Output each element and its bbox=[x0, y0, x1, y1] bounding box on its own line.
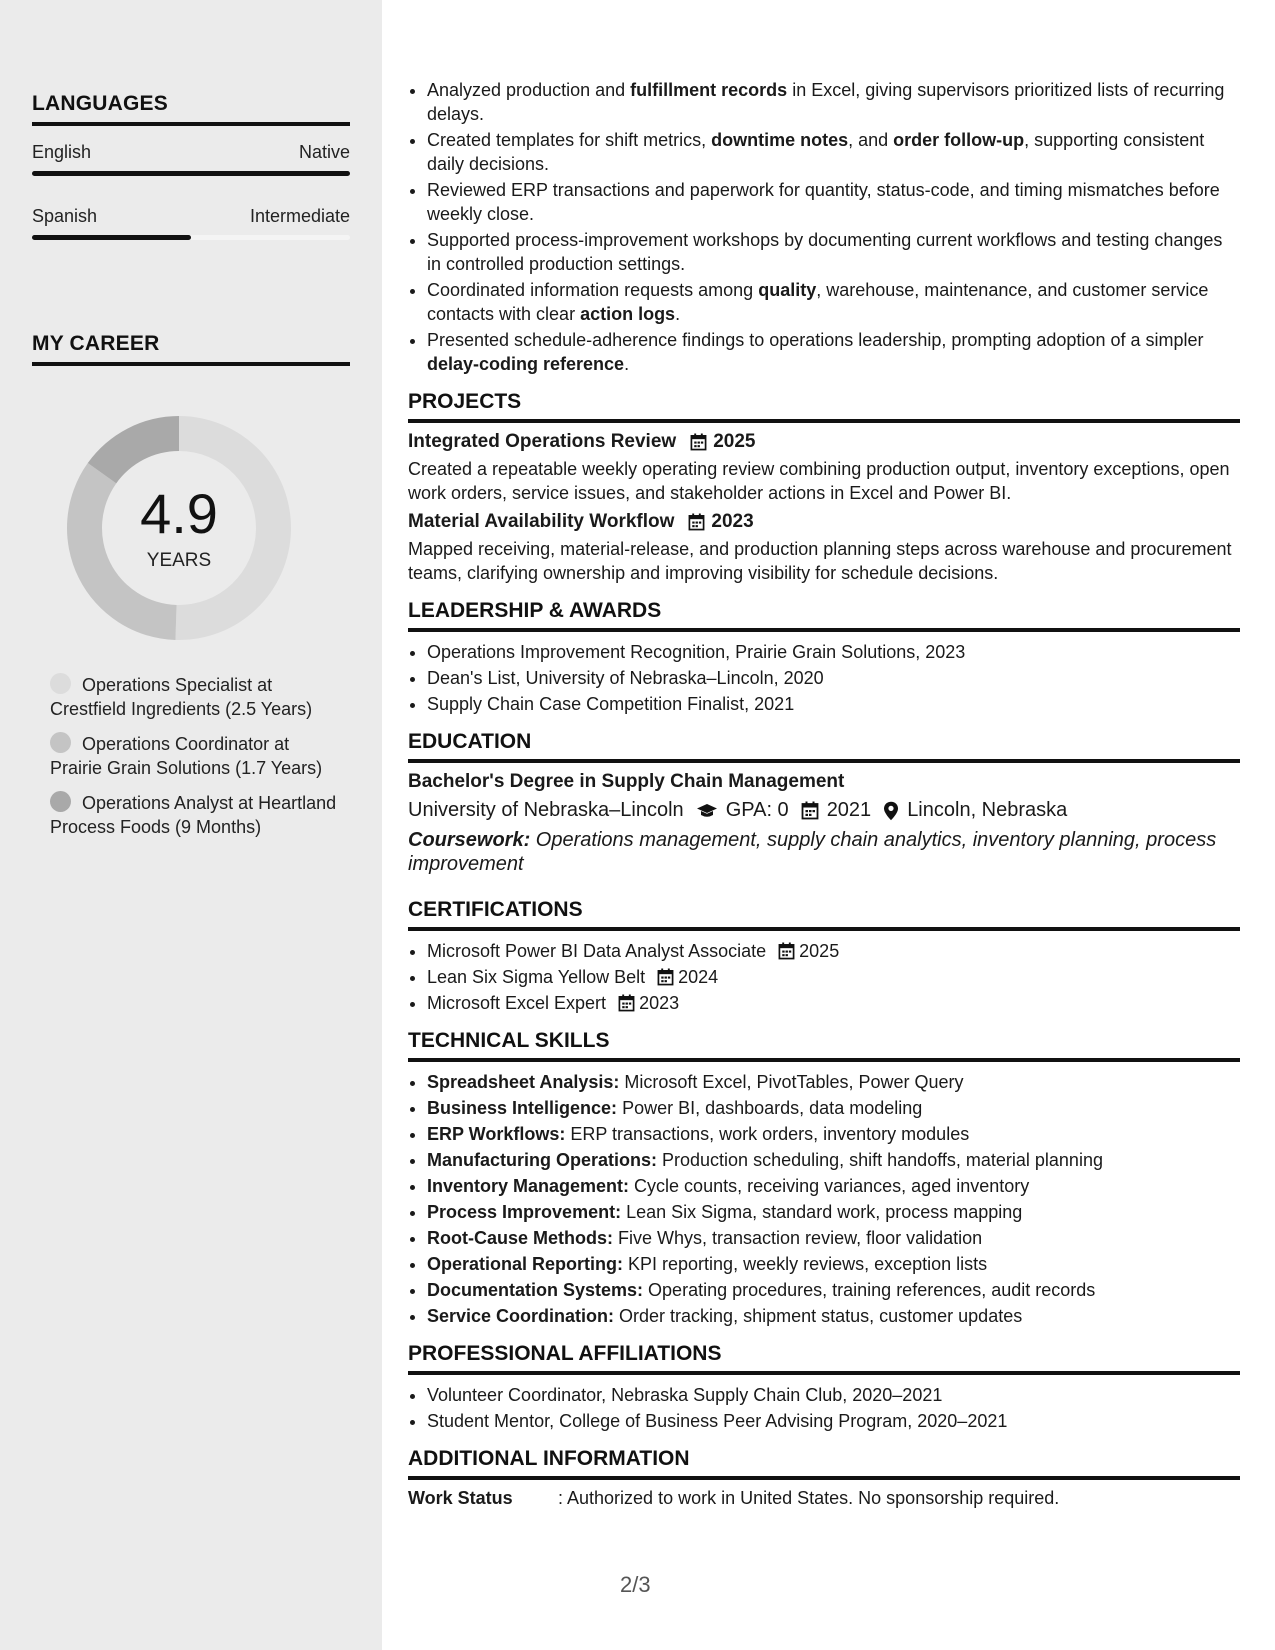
bullet-text: Coordinated information requests among bbox=[427, 280, 759, 300]
bullet-text: Created templates for shift metrics, bbox=[427, 130, 712, 150]
bullet-text: . bbox=[675, 304, 681, 324]
project-description: Mapped receiving, material-release, and production planning steps across warehouse and procurement teams, clarifying ownership and improving visibility for schedule decisions. bbox=[408, 539, 1232, 583]
languages-list bbox=[32, 142, 350, 240]
skill-details: ERP transactions, work orders, inventory modules bbox=[565, 1124, 970, 1144]
skills-list bbox=[408, 1070, 1240, 1328]
career-donut-chart bbox=[64, 413, 294, 643]
education-degree: Bachelor's Degree in Supply Chain Management bbox=[408, 771, 845, 792]
experience-bullet bbox=[427, 228, 1240, 276]
skill-details: Five Whys, transaction review, floor validation bbox=[613, 1228, 983, 1248]
career-legend-item bbox=[50, 791, 340, 839]
language-level: Intermediate bbox=[249, 206, 350, 226]
skill-category: ERP Workflows: bbox=[427, 1124, 566, 1144]
project-title: Integrated Operations Review bbox=[408, 431, 677, 452]
certification-year: 2023 bbox=[639, 993, 680, 1013]
calendar-icon bbox=[690, 433, 707, 451]
skill-details: Production scheduling, shift handoffs, material planning bbox=[657, 1150, 1103, 1170]
affiliation-item: • Volunteer Coordinator, Nebraska Supply Chain Club, 2020–2021 bbox=[427, 1383, 1240, 1407]
skill-details: KPI reporting, weekly reviews, exception lists bbox=[623, 1254, 988, 1274]
language-level: Native bbox=[298, 142, 350, 162]
experience-bullets bbox=[408, 78, 1240, 376]
project-year: 2023 bbox=[711, 511, 754, 532]
additional-key: Work Status bbox=[408, 1488, 513, 1508]
main-content bbox=[408, 78, 1240, 1509]
project-title-row bbox=[408, 511, 1240, 533]
career-heading: MY CAREER bbox=[32, 332, 350, 366]
bullet-keyword: order follow-up bbox=[893, 130, 1025, 150]
experience-bullet bbox=[427, 328, 1240, 376]
leadership-heading: LEADERSHIP & AWARDS bbox=[408, 599, 1240, 632]
language-proficiency-fill bbox=[32, 235, 191, 240]
project-description: Created a repeatable weekly operating review combining production output, inventory exceptions, open work orders, service issues, and stakeholder actions in Excel and Power BI. bbox=[408, 459, 1230, 503]
skill-item bbox=[427, 1070, 1240, 1094]
career-legend bbox=[50, 673, 340, 850]
additional-row bbox=[408, 1488, 1240, 1509]
skills-heading: TECHNICAL SKILLS bbox=[408, 1029, 1240, 1062]
skill-category: Service Coordination: bbox=[427, 1306, 615, 1326]
skill-item bbox=[427, 1252, 1240, 1276]
certification-name: • Microsoft Excel Expert bbox=[427, 993, 607, 1013]
career-legend-item bbox=[50, 673, 340, 721]
affiliations-list bbox=[408, 1383, 1240, 1433]
additional-value: : Authorized to work in United States. No sponsorship required. bbox=[558, 1488, 1060, 1508]
career-total-years: 4.9 bbox=[140, 482, 218, 545]
leadership-list bbox=[408, 640, 1240, 716]
language-line bbox=[32, 206, 350, 227]
skill-category: Manufacturing Operations: bbox=[427, 1150, 658, 1170]
bullet-text: Presented schedule-adherence findings to operations leadership, prompting adoption of a simpler bbox=[427, 330, 1204, 350]
career-legend-label: Operations Coordinator at Prairie Grain Solutions (1.7 Years) bbox=[50, 734, 323, 778]
projects-list bbox=[408, 431, 1240, 585]
career-legend-label: Operations Analyst at Heartland Process Foods (9 Months) bbox=[50, 793, 337, 837]
bullet-text: , warehouse, maintenance, and customer service contacts with clear bbox=[427, 280, 1209, 324]
skill-details: Order tracking, shipment status, customer updates bbox=[614, 1306, 1023, 1326]
bullet-keyword: quality bbox=[758, 280, 817, 300]
certification-item bbox=[427, 991, 1240, 1015]
coursework-label: Coursework: bbox=[408, 829, 531, 851]
skill-item bbox=[427, 1304, 1240, 1328]
career-legend-item bbox=[50, 732, 340, 780]
certification-row bbox=[427, 991, 679, 1015]
affiliation-item: • Student Mentor, College of Business Peer Advising Program, 2020–2021 bbox=[427, 1409, 1240, 1433]
sidebar bbox=[0, 0, 382, 1650]
bullet-text: Reviewed ERP transactions and paperwork for quantity, status-code, and timing mismatches before weekly close. bbox=[427, 180, 1220, 224]
award-item: • Operations Improvement Recognition, Prairie Grain Solutions, 2023 bbox=[427, 640, 1240, 664]
skill-category: Process Improvement: bbox=[427, 1202, 622, 1222]
language-proficiency-fill bbox=[32, 171, 350, 176]
legend-dot-icon bbox=[50, 673, 71, 694]
language-row bbox=[32, 206, 350, 240]
bullet-text: Analyzed production and bbox=[427, 80, 631, 100]
calendar-icon bbox=[801, 801, 819, 820]
skill-category: Inventory Management: bbox=[427, 1176, 630, 1196]
experience-bullet bbox=[427, 178, 1240, 226]
skill-item bbox=[427, 1200, 1240, 1224]
language-line bbox=[32, 142, 350, 163]
bullet-text: in Excel, giving supervisors prioritized lists of recurring delays. bbox=[427, 80, 1225, 124]
bullet-text: . bbox=[624, 354, 630, 374]
certification-item bbox=[427, 939, 1240, 963]
calendar-icon bbox=[778, 942, 795, 960]
skill-item bbox=[427, 1096, 1240, 1120]
career-section bbox=[32, 332, 350, 366]
language-proficiency-bar bbox=[32, 171, 350, 176]
donut-center bbox=[64, 413, 294, 643]
legend-dot-icon bbox=[50, 791, 71, 812]
education-gpa: GPA: 0 bbox=[725, 799, 789, 821]
experience-bullet bbox=[427, 278, 1240, 326]
affiliations-heading: PROFESSIONAL AFFILIATIONS bbox=[408, 1342, 1240, 1375]
project-year: 2025 bbox=[713, 431, 756, 452]
skill-details: Cycle counts, receiving variances, aged inventory bbox=[629, 1176, 1030, 1196]
career-years-label: YEARS bbox=[146, 550, 212, 571]
experience-bullet bbox=[427, 128, 1240, 176]
calendar-icon bbox=[618, 994, 635, 1012]
project-title-row bbox=[408, 431, 1240, 453]
language-name: English bbox=[32, 142, 92, 162]
skill-item bbox=[427, 1226, 1240, 1250]
education-heading: EDUCATION bbox=[408, 730, 1240, 763]
language-proficiency-bar bbox=[32, 235, 350, 240]
skill-category: Documentation Systems: bbox=[427, 1280, 644, 1300]
languages-section bbox=[32, 92, 350, 240]
experience-bullet bbox=[427, 78, 1240, 126]
certification-row bbox=[427, 939, 839, 963]
award-item: • Dean's List, University of Nebraska–Lincoln, 2020 bbox=[427, 666, 1240, 690]
certification-row bbox=[427, 965, 718, 989]
project-title: Material Availability Workflow bbox=[408, 511, 675, 532]
page-number: 2/3 bbox=[620, 1572, 651, 1597]
additional-list bbox=[408, 1488, 1240, 1509]
certifications-list bbox=[408, 939, 1240, 1015]
skill-item bbox=[427, 1122, 1240, 1146]
skill-details: Lean Six Sigma, standard work, process mapping bbox=[621, 1202, 1023, 1222]
languages-heading: LANGUAGES bbox=[32, 92, 350, 126]
graduation-cap-icon bbox=[696, 803, 718, 819]
bullet-text: , and bbox=[848, 130, 894, 150]
language-name: Spanish bbox=[32, 206, 98, 226]
skill-details: Operating procedures, training references, audit records bbox=[643, 1280, 1096, 1300]
bullet-text: , supporting consistent daily decisions. bbox=[427, 130, 1205, 174]
skill-item bbox=[427, 1174, 1240, 1198]
skill-category: Spreadsheet Analysis: bbox=[427, 1072, 620, 1092]
skill-item bbox=[427, 1148, 1240, 1172]
education-school: University of Nebraska–Lincoln bbox=[408, 799, 684, 821]
certification-year: 2024 bbox=[678, 967, 719, 987]
certification-item bbox=[427, 965, 1240, 989]
certification-name: • Microsoft Power BI Data Analyst Associate bbox=[427, 941, 767, 961]
education-coursework bbox=[408, 828, 1240, 876]
calendar-icon bbox=[657, 968, 674, 986]
bullet-keyword: delay-coding reference bbox=[427, 354, 625, 374]
certification-year: 2025 bbox=[799, 941, 840, 961]
bullet-keyword: fulfillment records bbox=[630, 80, 788, 100]
education-details bbox=[408, 799, 1240, 822]
certifications-heading: CERTIFICATIONS bbox=[408, 898, 1240, 931]
coursework-text: Operations management, supply chain analytics, inventory planning, process improvement bbox=[408, 829, 1217, 875]
skill-details: Power BI, dashboards, data modeling bbox=[617, 1098, 923, 1118]
legend-dot-icon bbox=[50, 732, 71, 753]
language-row bbox=[32, 142, 350, 176]
skill-category: Business Intelligence: bbox=[427, 1098, 618, 1118]
skill-category: Root-Cause Methods: bbox=[427, 1228, 613, 1248]
bullet-keyword: downtime notes bbox=[711, 130, 849, 150]
skill-details: Microsoft Excel, PivotTables, Power Query bbox=[619, 1072, 964, 1092]
award-item: • Supply Chain Case Competition Finalist, 2021 bbox=[427, 692, 1240, 716]
education-location: Lincoln, Nebraska bbox=[907, 799, 1068, 821]
additional-heading: ADDITIONAL INFORMATION bbox=[408, 1447, 1240, 1480]
projects-heading: PROJECTS bbox=[408, 390, 1240, 423]
certification-name: • Lean Six Sigma Yellow Belt bbox=[427, 967, 646, 987]
career-legend-label: Operations Specialist at Crestfield Ingredients (2.5 Years) bbox=[50, 675, 313, 719]
education-year: 2021 bbox=[826, 799, 872, 821]
bullet-keyword: action logs bbox=[580, 304, 676, 324]
map-pin-icon bbox=[883, 801, 899, 821]
skill-item bbox=[427, 1278, 1240, 1302]
skill-category: Operational Reporting: bbox=[427, 1254, 624, 1274]
bullet-text: Supported process-improvement workshops by documenting current workflows and testing changes in controlled production settings. bbox=[427, 230, 1223, 274]
calendar-icon bbox=[688, 513, 705, 531]
